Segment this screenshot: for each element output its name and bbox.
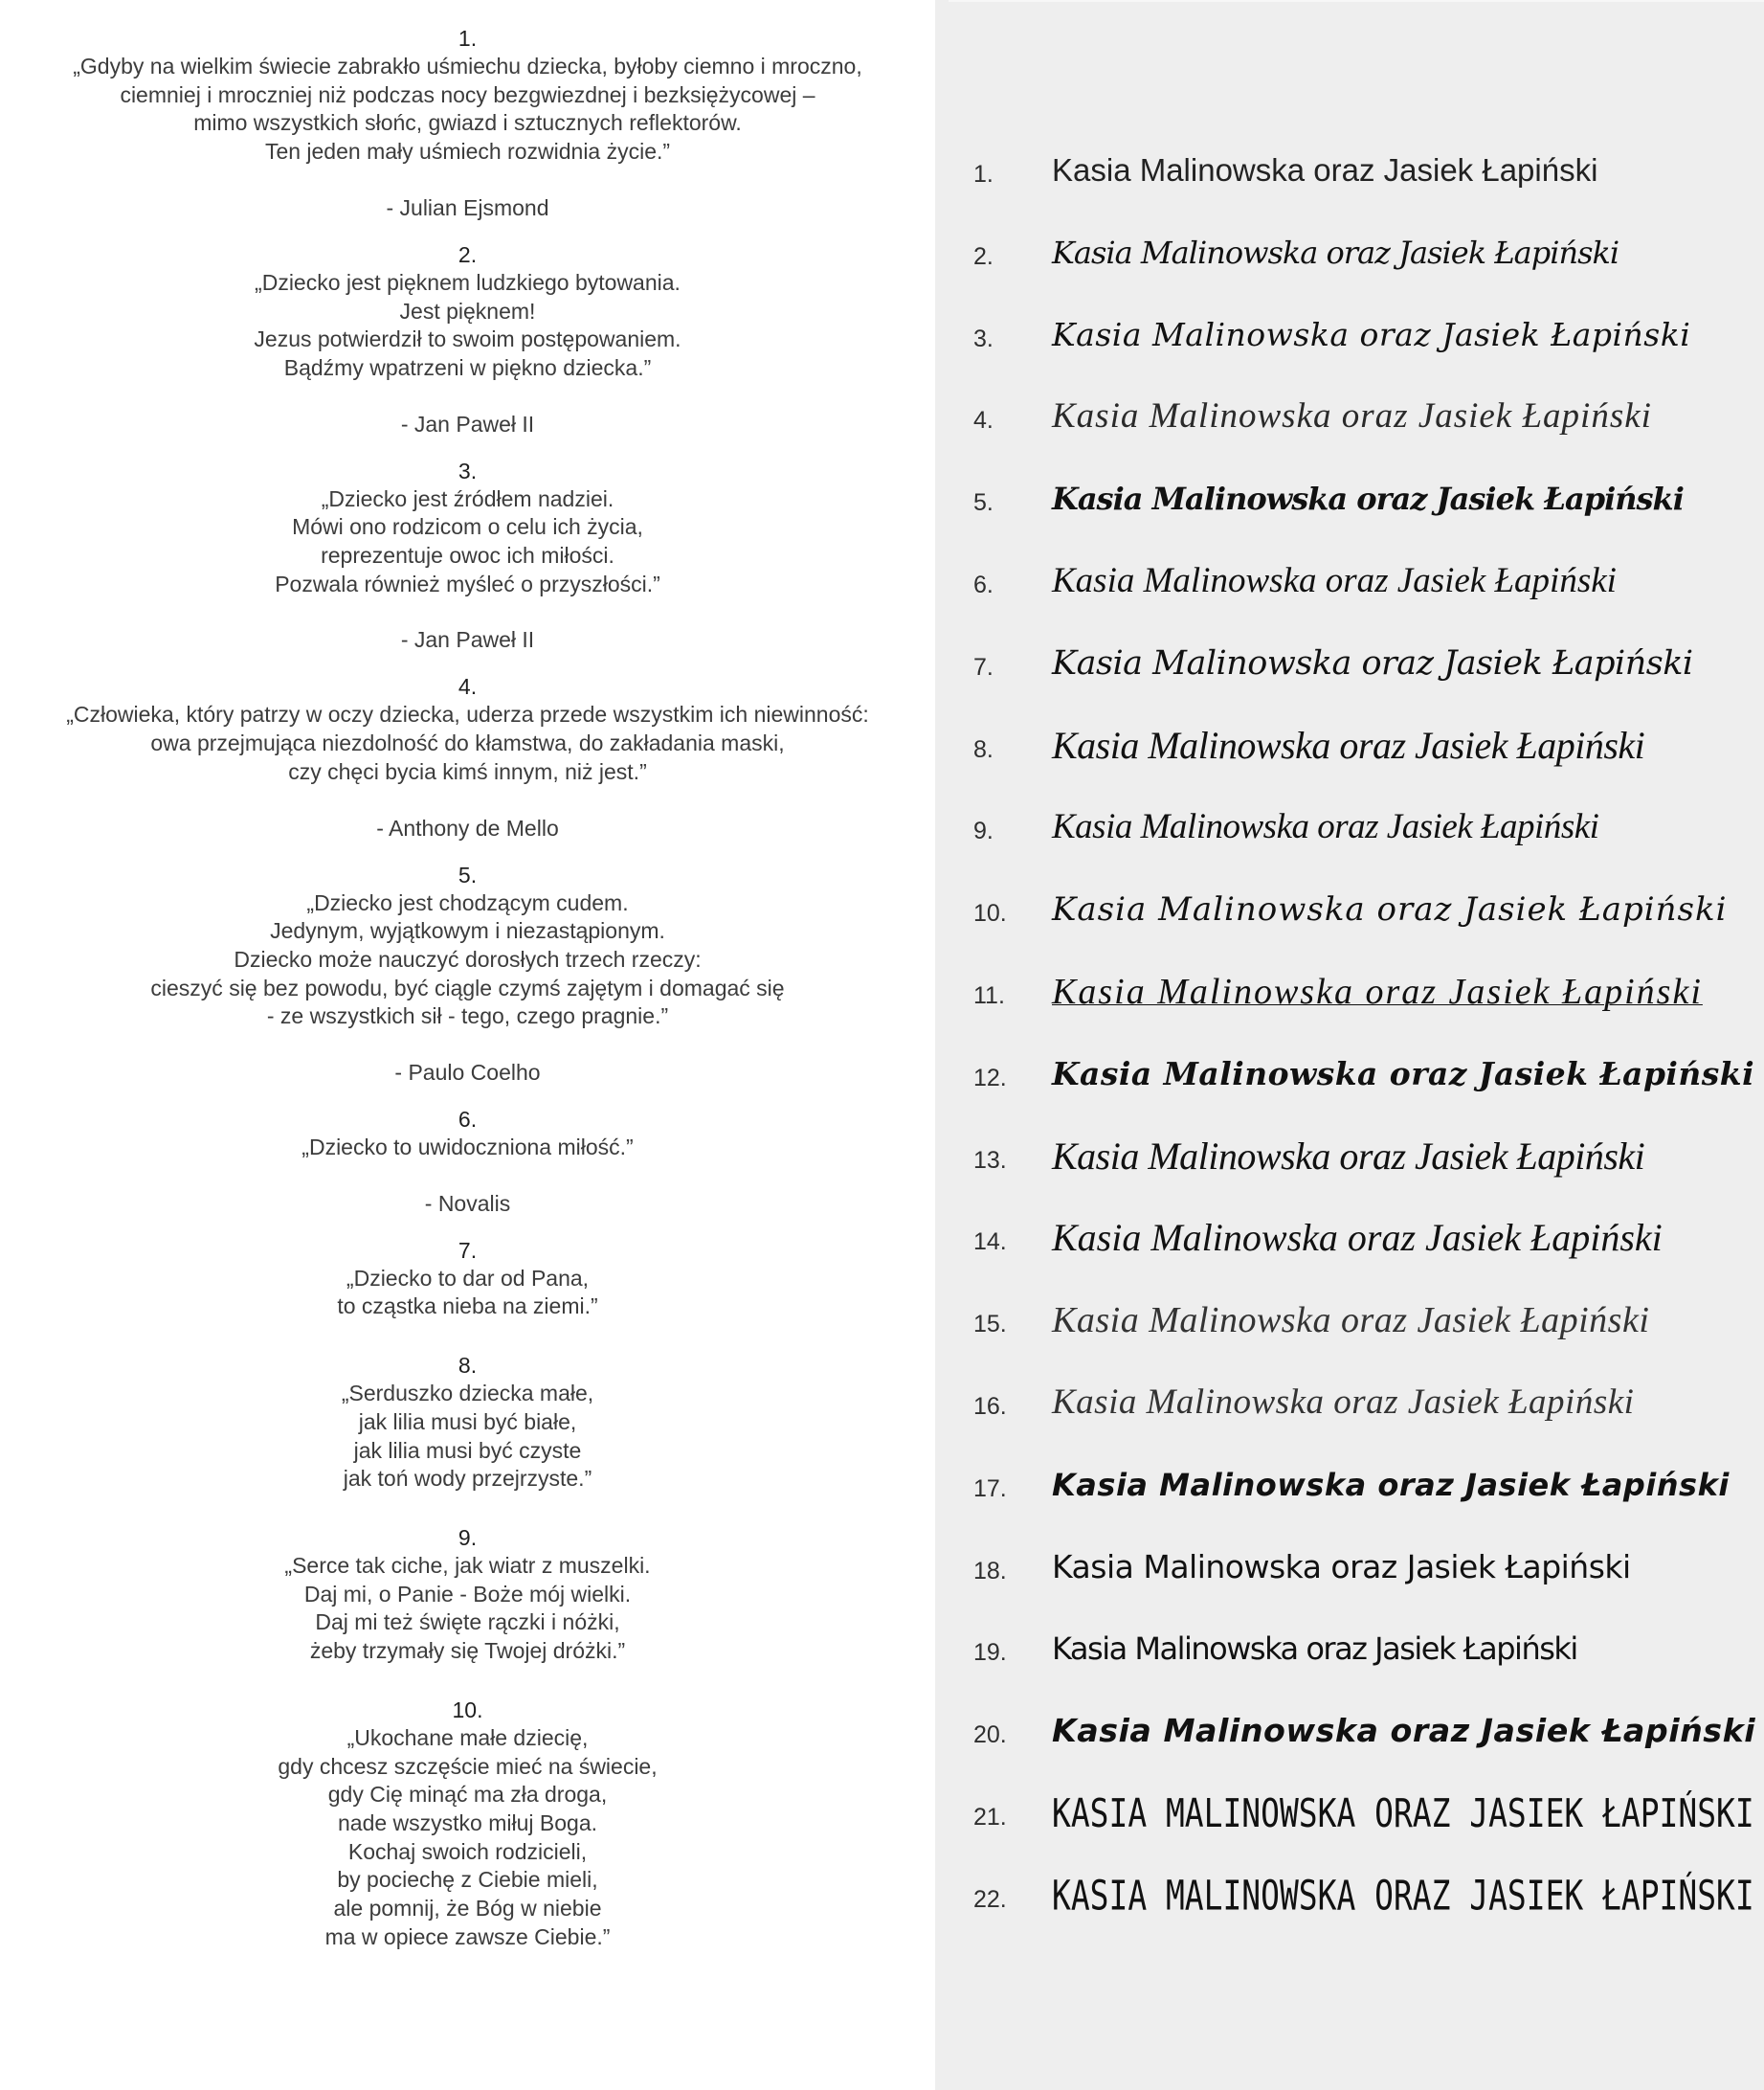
font-sample-row — [935, 551, 1764, 633]
font-sample-number: 11. — [973, 981, 1005, 1009]
font-sample-number: 21. — [973, 1803, 1007, 1831]
quote-line: to cząstka nieba na ziemi.” — [337, 1293, 598, 1319]
quote-line: „Dziecko jest pięknem ludzkiego bytowania. — [255, 269, 681, 295]
quote-line: „Serduszko dziecka małe, — [341, 1381, 594, 1406]
font-sample-text: Kasia Malinowska oraz Jasiek Łapiński — [1052, 1134, 1645, 1178]
quote-line: Ten jeden mały uśmiech rozwidnia życie.” — [264, 139, 671, 165]
quotes-list — [0, 0, 935, 1968]
font-sample-text: Kasia Malinowska oraz Jasiek Łapiński — [1052, 396, 1652, 437]
font-sample-number: 17. — [973, 1474, 1007, 1502]
font-sample-row — [935, 1865, 1764, 1947]
quote-line: Jest pięknem! — [399, 298, 536, 324]
font-sample-row — [935, 468, 1764, 551]
quote-line: - ze wszystkich sił - tego, czego pragnie.” — [266, 1003, 669, 1029]
font-sample-row — [935, 140, 1764, 222]
quote-line: jak lilia musi być białe, — [358, 1408, 577, 1434]
quote-line: mimo wszystkich słońc, gwiazd i sztucznych reflektorów. — [193, 110, 742, 136]
quote-line: gdy chcesz szczęście mieć na świecie, — [278, 1753, 658, 1779]
font-sample-row — [935, 1618, 1764, 1700]
font-sample-row — [935, 1700, 1764, 1783]
quote-block — [0, 454, 935, 655]
quote-line: Bądźmy wpatrzeni w piękno dziecka.” — [283, 354, 652, 380]
quote-number: 9. — [458, 1524, 478, 1550]
quote-number: 10. — [452, 1697, 483, 1722]
font-sample-number: 7. — [973, 653, 994, 681]
font-sample-text: Kasia Malinowska oraz Jasiek Łapiński — [1052, 807, 1599, 847]
font-sample-row — [935, 961, 1764, 1044]
quote-block — [0, 1348, 935, 1511]
quote-block — [0, 1693, 935, 1969]
quote-author: - Jan Paweł II — [400, 627, 535, 653]
font-sample-row — [935, 879, 1764, 961]
font-sample-text: Kasia Malinowska oraz Jasiek Łapiński — [1052, 890, 1728, 930]
font-sample-number: 13. — [973, 1146, 1007, 1174]
font-sample-number: 14. — [973, 1228, 1007, 1256]
font-sample-number: 16. — [973, 1392, 1007, 1420]
font-sample-row — [935, 1207, 1764, 1290]
font-sample-text: Kasia Malinowska oraz Jasiek Łapiński — [1052, 481, 1684, 518]
quote-block — [0, 858, 935, 1088]
font-sample-text: Kasia Malinowska oraz Jasiek Łapiński — [1052, 560, 1617, 600]
quote-line: „Dziecko to dar od Pana, — [346, 1265, 590, 1291]
font-sample-text: KASIA MALINOWSKA ORAZ JASIEK ŁAPIŃSKI — [1052, 1788, 1754, 1836]
font-sample-number: 1. — [973, 161, 994, 188]
quote-line: owa przejmująca niezdolność do kłamstwa, do zakładania maski, — [150, 730, 785, 756]
quote-line: „Serce tak ciche, jak wiatr z muszelki. — [284, 1552, 651, 1578]
font-sample-text: Kasia Malinowska oraz Jasiek Łapiński — [1052, 1382, 1635, 1422]
quote-number: 6. — [458, 1107, 478, 1133]
quote-number: 7. — [458, 1237, 478, 1263]
quote-line: Jezus potwierdził to swoim postępowaniem. — [254, 326, 681, 352]
quote-line: „Gdyby na wielkim świecie zabrakło uśmiechu dziecka, byłoby ciemno i mroczno, — [73, 54, 862, 79]
font-samples-list — [935, 140, 1764, 1947]
font-sample-number: 8. — [973, 735, 994, 763]
quote-line: żeby trzymały się Twojej dróżki.” — [309, 1638, 626, 1664]
quote-number: 2. — [458, 241, 478, 267]
font-sample-row — [935, 797, 1764, 879]
quote-number: 4. — [458, 674, 478, 700]
quote-line: ma w opiece zawsze Ciebie.” — [324, 1923, 611, 1949]
quote-line: ale pomnij, że Bóg w niebie — [333, 1896, 602, 1921]
font-sample-number: 12. — [973, 1064, 1007, 1091]
quote-line: „Ukochane małe dziecię, — [346, 1724, 589, 1750]
quote-line: cieszyć się bez powodu, być ciągle czymś zajętym i domagać się — [150, 975, 785, 1000]
font-sample-row — [935, 1290, 1764, 1372]
quote-line: „Dziecko jest źródłem nadziei. — [321, 485, 614, 511]
font-sample-row — [935, 1372, 1764, 1454]
quote-line: jak lilia musi być czyste — [353, 1437, 582, 1463]
font-sample-text: Kasia Malinowska oraz Jasiek Łapiński — [1052, 1547, 1631, 1585]
font-sample-number: 6. — [973, 571, 994, 598]
quote-block — [0, 237, 935, 438]
quote-number: 1. — [458, 26, 478, 51]
font-sample-row — [935, 715, 1764, 798]
quote-line: by pociechę z Ciebie mieli, — [337, 1867, 598, 1893]
font-sample-number: 18. — [973, 1557, 1007, 1584]
quote-line: nade wszystko miłuj Boga. — [337, 1809, 597, 1835]
quote-line: Pozwala również myśleć o przyszłości.” — [275, 571, 660, 596]
font-sample-number: 9. — [973, 818, 994, 845]
font-sample-number: 19. — [973, 1639, 1007, 1667]
font-sample-text: Kasia Malinowska oraz Jasiek Łapiński — [1052, 315, 1691, 353]
quote-line: „Dziecko to uwidoczniona miłość.” — [301, 1135, 634, 1160]
quote-number: 8. — [458, 1353, 478, 1379]
quote-block — [0, 669, 935, 842]
quote-line: „Człowieka, który patrzy w oczy dziecka, uderza przede wszystkim ich niewinność: — [66, 702, 869, 728]
font-sample-text: Kasia Malinowska oraz Jasiek Łapiński — [1052, 1712, 1756, 1750]
quote-number: 5. — [458, 862, 478, 888]
font-sample-number: 3. — [973, 325, 994, 352]
quote-block — [0, 1233, 935, 1338]
font-sample-number: 5. — [973, 489, 994, 517]
font-sample-row — [935, 222, 1764, 304]
quote-line: Jedynym, wyjątkowym i niezastąpionym. — [270, 918, 665, 944]
font-sample-text: Kasia Malinowska oraz Jasiek Łapiński — [1052, 234, 1619, 271]
quote-author: - Paulo Coelho — [394, 1060, 541, 1086]
font-sample-number: 20. — [973, 1721, 1007, 1749]
quote-number: 3. — [458, 458, 478, 483]
font-sample-row — [935, 633, 1764, 715]
quote-author: - Jan Paweł II — [400, 411, 535, 437]
quote-line: Kochaj swoich rodzicieli, — [347, 1838, 588, 1864]
font-sample-text: Kasia Malinowska oraz Jasiek Łapiński — [1052, 152, 1598, 188]
quote-author: - Novalis — [424, 1190, 511, 1216]
font-sample-text: Kasia Malinowska oraz Jasiek Łapiński — [1052, 971, 1703, 1012]
font-sample-number: 22. — [973, 1885, 1007, 1913]
font-sample-text: Kasia Malinowska oraz Jasiek Łapiński — [1052, 1466, 1730, 1503]
font-sample-row — [935, 1537, 1764, 1619]
quote-block — [0, 1102, 935, 1218]
font-sample-row — [935, 1783, 1764, 1865]
font-sample-text: Kasia Malinowska oraz Jasiek Łapiński — [1052, 643, 1693, 683]
font-sample-row — [935, 386, 1764, 468]
quote-line: reprezentuje owoc ich miłości. — [321, 543, 614, 569]
quote-line: Daj mi, o Panie - Boże mój wielki. — [303, 1581, 632, 1607]
font-sample-number: 10. — [973, 900, 1007, 928]
font-sample-row — [935, 1044, 1764, 1126]
quote-author: - Anthony de Mello — [376, 815, 559, 841]
quote-line: Mówi ono rodzicom o celu ich życia, — [292, 514, 643, 540]
quote-line: ciemniej i mroczniej niż podczas nocy bezgwiezdnej i bezksiężycowej – — [120, 81, 815, 107]
quote-line: jak toń wody przejrzyste.” — [343, 1466, 592, 1492]
quote-line: Dziecko może nauczyć dorosłych trzech rzeczy: — [234, 946, 702, 972]
font-sample-text: Kasia Malinowska oraz Jasiek Łapiński — [1052, 723, 1645, 767]
font-sample-number: 4. — [973, 407, 994, 435]
font-sample-text: Kasia Malinowska oraz Jasiek Łapiński — [1052, 1216, 1663, 1260]
font-sample-text: Kasia Malinowska oraz Jasiek Łapiński — [1052, 1300, 1650, 1341]
font-sample-text: Kasia Malinowska oraz Jasiek Łapiński — [1052, 1054, 1755, 1092]
font-sample-text: Kasia Malinowska oraz Jasiek Łapiński — [1052, 1630, 1577, 1668]
font-sample-row — [935, 1454, 1764, 1537]
font-samples-panel — [935, 0, 1764, 2090]
quote-line: gdy Cię minąć ma zła droga, — [327, 1782, 608, 1808]
quote-block — [0, 1520, 935, 1683]
quote-author: - Julian Ejsmond — [386, 194, 549, 220]
font-sample-text: KASIA MALINOWSKA ORAZ JASIEK ŁAPIŃSKI — [1052, 1870, 1754, 1920]
quote-line: Daj mi też święte rączki i nóżki, — [315, 1609, 620, 1635]
font-sample-row — [935, 1126, 1764, 1208]
quote-block — [0, 21, 935, 222]
quote-line: „Dziecko jest chodzącym cudem. — [306, 889, 629, 915]
font-sample-number: 2. — [973, 242, 994, 270]
font-sample-row — [935, 304, 1764, 387]
quote-line: czy chęci bycia kimś innym, niż jest.” — [288, 758, 647, 784]
font-sample-number: 15. — [973, 1311, 1007, 1338]
